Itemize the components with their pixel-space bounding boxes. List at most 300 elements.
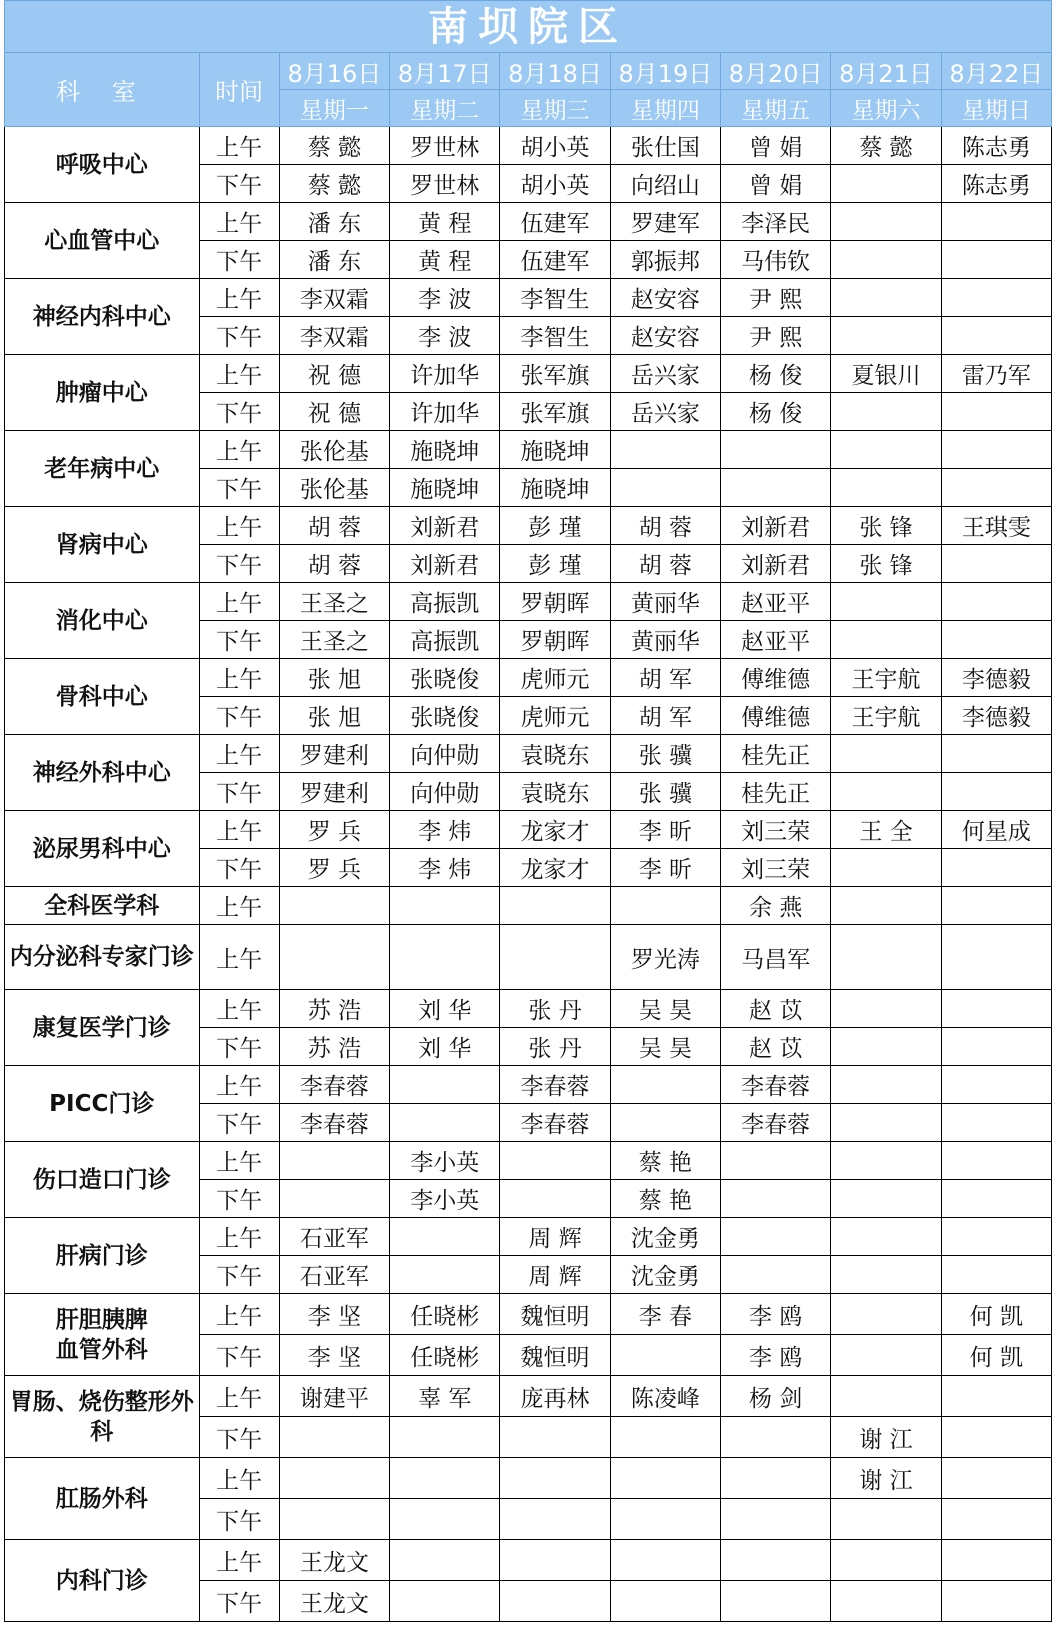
doctor-cell: 李春蓉	[721, 1066, 831, 1104]
doctor-cell: 彭 瑾	[500, 507, 610, 545]
header-date: 8月21日	[831, 53, 941, 90]
doctor-cell: 谢建平	[279, 1376, 389, 1417]
department-name: 内科门诊	[5, 1540, 200, 1622]
doctor-cell	[390, 887, 500, 925]
page-title: 南坝院区	[4, 0, 1052, 52]
time-slot: 下午	[199, 317, 279, 355]
header-row-dates	[5, 53, 1052, 90]
time-slot: 上午	[199, 279, 279, 317]
doctor-cell	[610, 1540, 720, 1581]
doctor-cell	[721, 1417, 831, 1458]
doctor-cell: 罗 兵	[279, 811, 389, 849]
doctor-cell	[831, 621, 941, 659]
doctor-cell: 杨 俊	[721, 393, 831, 431]
doctor-cell	[500, 1142, 610, 1180]
doctor-cell: 李双霜	[279, 317, 389, 355]
doctor-cell	[279, 887, 389, 925]
header-time: 时间	[199, 53, 279, 127]
doctor-cell	[390, 1540, 500, 1581]
schedule-row	[5, 925, 1052, 990]
doctor-cell: 李 波	[390, 317, 500, 355]
doctor-cell	[390, 1104, 500, 1142]
doctor-cell: 李双霜	[279, 279, 389, 317]
doctor-cell: 谢 江	[831, 1417, 941, 1458]
doctor-cell	[941, 1028, 1051, 1066]
doctor-cell: 罗朝晖	[500, 621, 610, 659]
department-name: 伤口造口门诊	[5, 1142, 200, 1218]
doctor-cell: 李 坚	[279, 1294, 389, 1335]
doctor-cell: 罗建军	[610, 203, 720, 241]
doctor-cell: 王龙文	[279, 1540, 389, 1581]
header-dept: 科 室	[5, 53, 200, 127]
doctor-cell: 陈凌峰	[610, 1376, 720, 1417]
doctor-cell: 王宇航	[831, 659, 941, 697]
doctor-cell: 刘三荣	[721, 849, 831, 887]
doctor-cell: 任晓彬	[390, 1335, 500, 1376]
doctor-cell: 刘新君	[721, 507, 831, 545]
doctor-cell	[500, 887, 610, 925]
doctor-cell: 李 炜	[390, 811, 500, 849]
doctor-cell	[831, 317, 941, 355]
doctor-cell: 张晓俊	[390, 697, 500, 735]
doctor-cell: 石亚军	[279, 1256, 389, 1294]
doctor-cell	[941, 849, 1051, 887]
header-date: 8月22日	[941, 53, 1051, 90]
doctor-cell: 虎师元	[500, 659, 610, 697]
doctor-cell: 杨 俊	[721, 355, 831, 393]
doctor-cell: 桂先正	[721, 735, 831, 773]
doctor-cell	[279, 1499, 389, 1540]
doctor-cell	[941, 1066, 1051, 1104]
doctor-cell	[831, 1256, 941, 1294]
doctor-cell	[279, 1458, 389, 1499]
doctor-cell: 傅维德	[721, 697, 831, 735]
doctor-cell: 李 波	[390, 279, 500, 317]
time-slot: 下午	[199, 849, 279, 887]
doctor-cell: 罗 兵	[279, 849, 389, 887]
doctor-cell	[721, 1180, 831, 1218]
doctor-cell	[831, 1376, 941, 1417]
doctor-cell: 陈志勇	[941, 127, 1051, 165]
doctor-cell: 吴 昊	[610, 990, 720, 1028]
time-slot: 上午	[199, 1540, 279, 1581]
doctor-cell: 罗世林	[390, 127, 500, 165]
department-name: 老年病中心	[5, 431, 200, 507]
time-slot: 下午	[199, 1104, 279, 1142]
doctor-cell: 张仕国	[610, 127, 720, 165]
doctor-cell: 李德毅	[941, 659, 1051, 697]
doctor-cell	[500, 925, 610, 990]
doctor-cell: 向绍山	[610, 165, 720, 203]
time-slot: 上午	[199, 925, 279, 990]
time-slot: 上午	[199, 1218, 279, 1256]
doctor-cell: 赵 苡	[721, 1028, 831, 1066]
doctor-cell: 李春蓉	[279, 1066, 389, 1104]
time-slot: 下午	[199, 545, 279, 583]
doctor-cell: 李智生	[500, 279, 610, 317]
department-name: 神经内科中心	[5, 279, 200, 355]
doctor-cell: 施晓坤	[500, 469, 610, 507]
doctor-cell: 张军旗	[500, 393, 610, 431]
doctor-cell	[831, 1104, 941, 1142]
doctor-cell: 刘 华	[390, 990, 500, 1028]
department-name: 骨科中心	[5, 659, 200, 735]
doctor-cell	[831, 1180, 941, 1218]
doctor-cell	[721, 1540, 831, 1581]
doctor-cell	[941, 887, 1051, 925]
doctor-cell: 张 锋	[831, 507, 941, 545]
doctor-cell: 李小英	[390, 1180, 500, 1218]
doctor-cell	[941, 773, 1051, 811]
time-slot: 下午	[199, 697, 279, 735]
doctor-cell: 李 炜	[390, 849, 500, 887]
doctor-cell	[941, 1499, 1051, 1540]
department-name: 心血管中心	[5, 203, 200, 279]
schedule-row	[5, 203, 1052, 241]
doctor-cell: 吴 昊	[610, 1028, 720, 1066]
time-slot: 下午	[199, 1256, 279, 1294]
header-weekday: 星期日	[941, 90, 1051, 127]
doctor-cell: 张 旭	[279, 659, 389, 697]
doctor-cell: 刘新君	[721, 545, 831, 583]
doctor-cell: 龙家才	[500, 811, 610, 849]
doctor-cell	[941, 317, 1051, 355]
doctor-cell: 王圣之	[279, 583, 389, 621]
doctor-cell: 胡 蓉	[279, 507, 389, 545]
doctor-cell: 张 旭	[279, 697, 389, 735]
doctor-cell: 李泽民	[721, 203, 831, 241]
department-name: 消化中心	[5, 583, 200, 659]
header-weekday: 星期一	[279, 90, 389, 127]
time-slot: 下午	[199, 469, 279, 507]
doctor-cell: 李春蓉	[721, 1104, 831, 1142]
doctor-cell: 周 辉	[500, 1218, 610, 1256]
doctor-cell: 岳兴家	[610, 393, 720, 431]
header-date: 8月16日	[279, 53, 389, 90]
header-weekday: 星期二	[390, 90, 500, 127]
doctor-cell	[721, 469, 831, 507]
doctor-cell	[941, 1458, 1051, 1499]
doctor-cell: 岳兴家	[610, 355, 720, 393]
doctor-cell: 王圣之	[279, 621, 389, 659]
doctor-cell: 虎师元	[500, 697, 610, 735]
doctor-cell	[941, 1417, 1051, 1458]
header-date: 8月20日	[721, 53, 831, 90]
doctor-cell: 蔡 懿	[279, 127, 389, 165]
doctor-cell: 赵安容	[610, 279, 720, 317]
header-date: 8月18日	[500, 53, 610, 90]
doctor-cell	[279, 925, 389, 990]
time-slot: 下午	[199, 241, 279, 279]
time-slot: 下午	[199, 393, 279, 431]
doctor-cell: 沈金勇	[610, 1218, 720, 1256]
doctor-cell	[941, 393, 1051, 431]
doctor-cell	[721, 1142, 831, 1180]
doctor-cell: 李德毅	[941, 697, 1051, 735]
doctor-cell: 张伦基	[279, 431, 389, 469]
schedule-row	[5, 1142, 1052, 1180]
doctor-cell: 罗建利	[279, 773, 389, 811]
schedule-body	[5, 127, 1052, 1622]
doctor-cell	[941, 241, 1051, 279]
doctor-cell	[610, 1499, 720, 1540]
doctor-cell	[500, 1180, 610, 1218]
doctor-cell: 夏银川	[831, 355, 941, 393]
schedule-row	[5, 735, 1052, 773]
time-slot: 上午	[199, 735, 279, 773]
doctor-cell: 尹 熙	[721, 317, 831, 355]
doctor-cell: 袁晓东	[500, 773, 610, 811]
doctor-cell	[721, 1218, 831, 1256]
doctor-cell: 王宇航	[831, 697, 941, 735]
doctor-cell: 石亚军	[279, 1218, 389, 1256]
doctor-cell	[610, 431, 720, 469]
doctor-cell	[941, 735, 1051, 773]
doctor-cell: 曾 娟	[721, 165, 831, 203]
doctor-cell	[831, 925, 941, 990]
doctor-cell	[941, 583, 1051, 621]
doctor-cell: 王龙文	[279, 1581, 389, 1622]
doctor-cell: 李春蓉	[279, 1104, 389, 1142]
doctor-cell: 赵亚平	[721, 583, 831, 621]
department-name: 胃肠、烧伤整形外科	[5, 1376, 200, 1458]
department-name: PICC门诊	[5, 1066, 200, 1142]
doctor-cell	[941, 621, 1051, 659]
doctor-cell: 胡小英	[500, 127, 610, 165]
doctor-cell: 龙家才	[500, 849, 610, 887]
doctor-cell	[831, 583, 941, 621]
doctor-cell: 魏恒明	[500, 1294, 610, 1335]
doctor-cell	[831, 887, 941, 925]
doctor-cell: 张伦基	[279, 469, 389, 507]
doctor-cell: 祝 德	[279, 393, 389, 431]
schedule-row	[5, 659, 1052, 697]
doctor-cell: 高振凯	[390, 621, 500, 659]
doctor-cell: 祝 德	[279, 355, 389, 393]
doctor-cell: 高振凯	[390, 583, 500, 621]
doctor-cell	[610, 1581, 720, 1622]
time-slot: 上午	[199, 1142, 279, 1180]
doctor-cell	[831, 241, 941, 279]
doctor-cell: 张 骥	[610, 773, 720, 811]
department-name: 肝病门诊	[5, 1218, 200, 1294]
doctor-cell	[390, 1066, 500, 1104]
time-slot: 上午	[199, 990, 279, 1028]
schedule-row	[5, 1458, 1052, 1499]
doctor-cell	[500, 1540, 610, 1581]
doctor-cell	[831, 1499, 941, 1540]
doctor-cell: 袁晓东	[500, 735, 610, 773]
department-name: 康复医学门诊	[5, 990, 200, 1066]
doctor-cell: 周 辉	[500, 1256, 610, 1294]
doctor-cell	[500, 1458, 610, 1499]
header-weekday: 星期六	[831, 90, 941, 127]
doctor-cell: 李 鸥	[721, 1294, 831, 1335]
doctor-cell	[390, 1256, 500, 1294]
doctor-cell: 任晓彬	[390, 1294, 500, 1335]
doctor-cell	[279, 1142, 389, 1180]
doctor-cell	[721, 1256, 831, 1294]
doctor-cell	[610, 1417, 720, 1458]
doctor-cell: 罗建利	[279, 735, 389, 773]
doctor-cell	[610, 469, 720, 507]
doctor-cell: 苏 浩	[279, 990, 389, 1028]
doctor-cell	[831, 990, 941, 1028]
department-name: 呼吸中心	[5, 127, 200, 203]
doctor-cell: 雷乃军	[941, 355, 1051, 393]
doctor-cell	[831, 1142, 941, 1180]
doctor-cell: 赵 苡	[721, 990, 831, 1028]
doctor-cell: 罗朝晖	[500, 583, 610, 621]
doctor-cell: 刘 华	[390, 1028, 500, 1066]
doctor-cell	[831, 1028, 941, 1066]
doctor-cell: 蔡 懿	[831, 127, 941, 165]
doctor-cell: 刘三荣	[721, 811, 831, 849]
doctor-cell	[941, 469, 1051, 507]
doctor-cell: 彭 瑾	[500, 545, 610, 583]
doctor-cell: 李 鸥	[721, 1335, 831, 1376]
doctor-cell: 李春蓉	[500, 1066, 610, 1104]
doctor-cell	[831, 431, 941, 469]
doctor-cell: 罗光涛	[610, 925, 720, 990]
doctor-cell: 施晓坤	[500, 431, 610, 469]
doctor-cell: 辜 军	[390, 1376, 500, 1417]
header-weekday: 星期五	[721, 90, 831, 127]
time-slot: 下午	[199, 621, 279, 659]
header-weekday: 星期三	[500, 90, 610, 127]
doctor-cell	[390, 1218, 500, 1256]
doctor-cell	[941, 545, 1051, 583]
doctor-cell: 曾 娟	[721, 127, 831, 165]
doctor-cell: 黄丽华	[610, 583, 720, 621]
doctor-cell: 胡小英	[500, 165, 610, 203]
schedule-row	[5, 431, 1052, 469]
doctor-cell	[279, 1417, 389, 1458]
doctor-cell	[941, 990, 1051, 1028]
doctor-cell	[831, 735, 941, 773]
doctor-cell: 胡 军	[610, 659, 720, 697]
doctor-cell: 王 全	[831, 811, 941, 849]
doctor-cell: 伍建军	[500, 203, 610, 241]
doctor-cell: 张晓俊	[390, 659, 500, 697]
doctor-cell: 胡 蓉	[610, 507, 720, 545]
department-name: 肾病中心	[5, 507, 200, 583]
doctor-cell: 桂先正	[721, 773, 831, 811]
doctor-cell	[941, 1218, 1051, 1256]
time-slot: 下午	[199, 1028, 279, 1066]
doctor-cell: 李小英	[390, 1142, 500, 1180]
doctor-cell	[610, 1458, 720, 1499]
time-slot: 上午	[199, 203, 279, 241]
doctor-cell	[831, 469, 941, 507]
doctor-cell: 李春蓉	[500, 1104, 610, 1142]
doctor-cell: 李 坚	[279, 1335, 389, 1376]
doctor-cell	[610, 887, 720, 925]
time-slot: 上午	[199, 659, 279, 697]
doctor-cell: 庞再林	[500, 1376, 610, 1417]
time-slot: 上午	[199, 1458, 279, 1499]
doctor-cell: 蔡 懿	[279, 165, 389, 203]
doctor-cell: 胡 蓉	[610, 545, 720, 583]
doctor-cell	[500, 1417, 610, 1458]
doctor-cell	[831, 1335, 941, 1376]
department-name: 内分泌科专家门诊	[5, 925, 200, 990]
doctor-cell: 潘 东	[279, 241, 389, 279]
doctor-cell	[610, 1335, 720, 1376]
time-slot: 下午	[199, 1417, 279, 1458]
doctor-cell: 向仲勋	[390, 773, 500, 811]
time-slot: 上午	[199, 1376, 279, 1417]
doctor-cell: 伍建军	[500, 241, 610, 279]
doctor-cell	[831, 165, 941, 203]
doctor-cell: 许加华	[390, 355, 500, 393]
doctor-cell: 刘新君	[390, 507, 500, 545]
doctor-cell	[831, 1581, 941, 1622]
time-slot: 下午	[199, 1335, 279, 1376]
schedule-row	[5, 887, 1052, 925]
header-date: 8月17日	[390, 53, 500, 90]
department-name: 神经外科中心	[5, 735, 200, 811]
doctor-cell	[831, 203, 941, 241]
schedule-row	[5, 1218, 1052, 1256]
doctor-cell: 黄 程	[390, 241, 500, 279]
time-slot: 下午	[199, 165, 279, 203]
time-slot: 上午	[199, 811, 279, 849]
doctor-cell: 马伟钦	[721, 241, 831, 279]
schedule-row	[5, 1376, 1052, 1417]
doctor-cell: 李 昕	[610, 849, 720, 887]
time-slot: 上午	[199, 1066, 279, 1104]
schedule-table	[4, 52, 1052, 1622]
department-name: 肝胆胰脾 血管外科	[5, 1294, 200, 1376]
schedule-row	[5, 1540, 1052, 1581]
doctor-cell	[500, 1581, 610, 1622]
doctor-cell: 蔡 艳	[610, 1142, 720, 1180]
doctor-cell	[610, 1104, 720, 1142]
schedule-row	[5, 990, 1052, 1028]
doctor-cell: 许加华	[390, 393, 500, 431]
time-slot: 上午	[199, 507, 279, 545]
doctor-cell	[721, 1499, 831, 1540]
schedule-row	[5, 1294, 1052, 1335]
doctor-cell	[390, 1499, 500, 1540]
doctor-cell: 施晓坤	[390, 469, 500, 507]
doctor-cell: 李 昕	[610, 811, 720, 849]
doctor-cell	[831, 1540, 941, 1581]
doctor-cell	[941, 203, 1051, 241]
doctor-cell	[831, 849, 941, 887]
doctor-cell: 李 春	[610, 1294, 720, 1335]
doctor-cell	[941, 1581, 1051, 1622]
doctor-cell	[721, 431, 831, 469]
doctor-cell: 黄丽华	[610, 621, 720, 659]
doctor-cell: 尹 熙	[721, 279, 831, 317]
department-name: 泌尿男科中心	[5, 811, 200, 887]
doctor-cell	[941, 1540, 1051, 1581]
doctor-cell: 张军旗	[500, 355, 610, 393]
schedule-row	[5, 507, 1052, 545]
doctor-cell: 刘新君	[390, 545, 500, 583]
doctor-cell	[941, 431, 1051, 469]
schedule-row	[5, 127, 1052, 165]
doctor-cell: 张 丹	[500, 1028, 610, 1066]
doctor-cell	[941, 279, 1051, 317]
schedule-row	[5, 279, 1052, 317]
doctor-cell: 魏恒明	[500, 1335, 610, 1376]
doctor-cell	[831, 773, 941, 811]
doctor-cell	[831, 1066, 941, 1104]
doctor-cell	[279, 1180, 389, 1218]
